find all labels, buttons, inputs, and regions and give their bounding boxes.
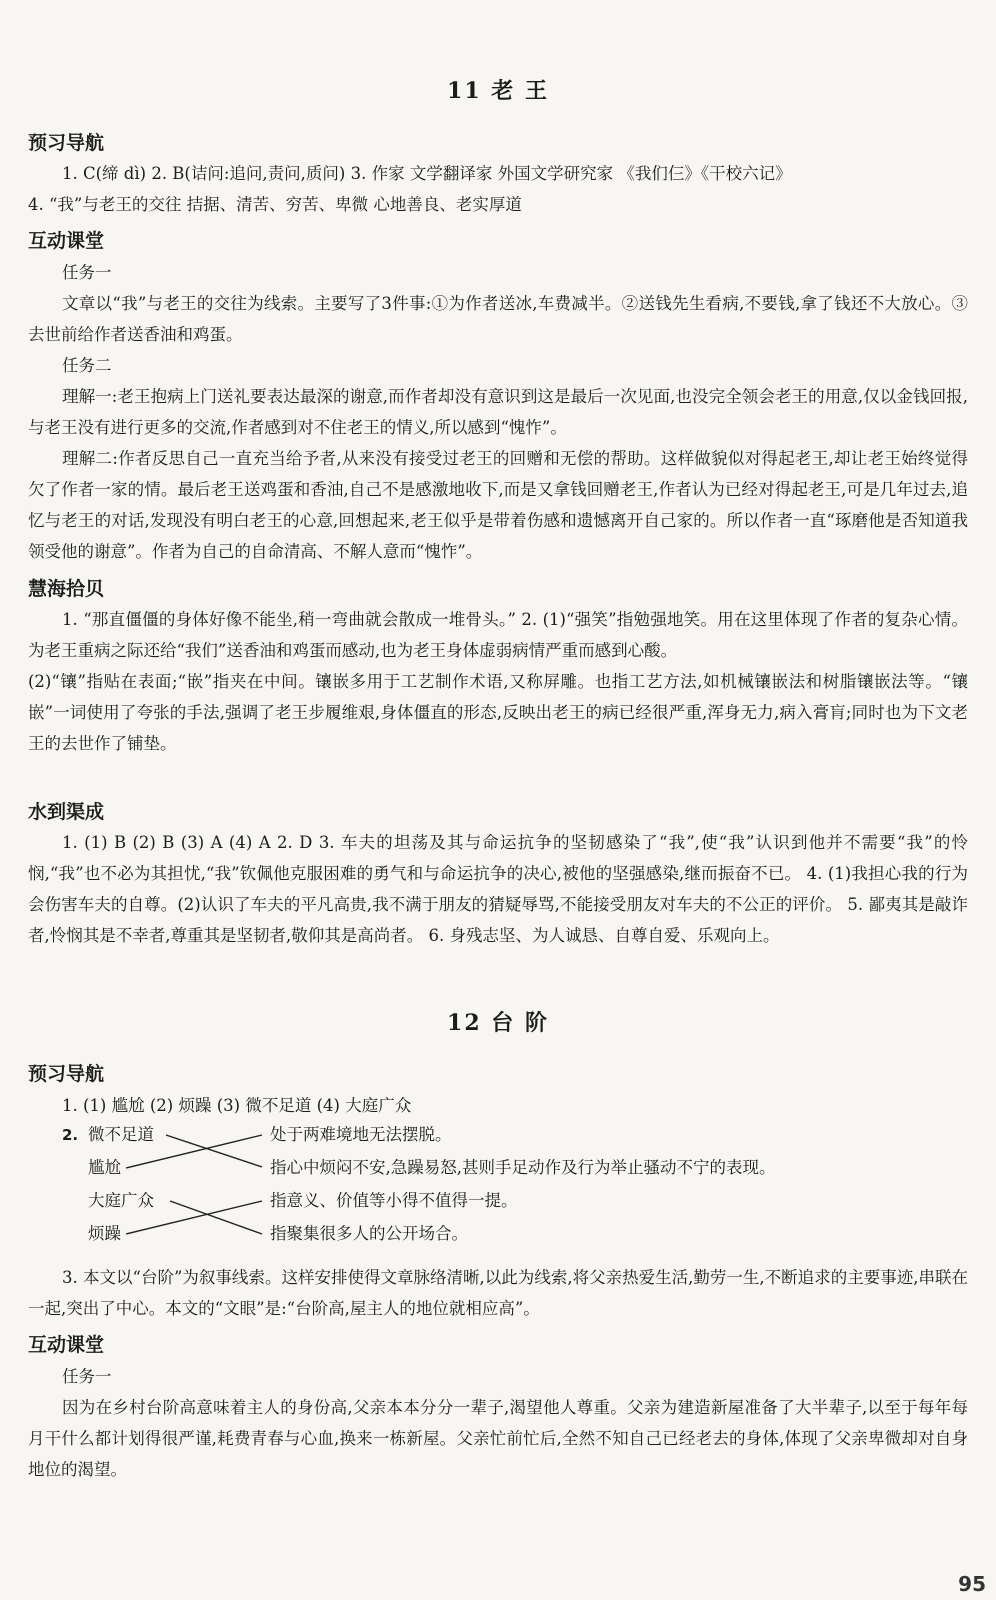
match-question-number: 2. [62, 1126, 79, 1144]
lesson-11-wisdom-heading: 慧海拾贝 [28, 578, 105, 600]
match-definition-3: 指意义、价值等小得不值得一提。 [270, 1191, 518, 1210]
lesson-11-preview-line1: 1. C(缔 dì) 2. B(诘问:追问,责问,质问) 3. 作家 文学翻译家 外国文学研究家 《我们仨》《干校六记》 [62, 164, 792, 183]
lesson-12-preview-line1: 1. (1) 尴尬 (2) 烦躁 (3) 微不足道 (4) 大庭广众 [62, 1096, 412, 1115]
lesson-11-wisdom-text2: (2)“镶”指贴在表面;“嵌”指夹在中间。镶嵌多用于工艺制作术语,又称屏雕。也指工艺方法,如机械镶嵌法和树脂镶嵌法等。“镶嵌”一词使用了夸张的手法,强调了老王步履维艰,身体僵直的形态,反映出老王的病已经很严重,浑身无力,病入膏肓;同时也为下文老王的去世作了铺垫。 [28, 672, 968, 753]
match-term-2: 尴尬 [88, 1158, 121, 1177]
lesson-11-practice-text: 1. (1) B (2) B (3) A (4) A 2. D 3. 车夫的坦荡及其与命运抗争的坚韧感染了“我”,使“我”认识到他并不需要“我”的怜悯,“我”也不必为其担忧,“我”钦佩他克服困难的勇气和与命运抗争的决心,被他的坚强感染,继而振奋不已。 4. (1)我担心我的行为会伤害车夫的自尊。(2)认识了车夫的平凡高贵,我不满于朋友的猜疑辱骂,不能接受朋友对车夫的不公正的评价。 5. 鄙夷其是敲诈者,怜悯其是不幸者,尊重其是坚韧者,敬仰其是高尚者。 6. 身残志坚、为人诚恳、自尊自爱、乐观向上。 [28, 833, 968, 945]
lesson-12-title: 12 台 阶 [447, 1010, 549, 1036]
lesson-11-interactive-heading: 互动课堂 [28, 230, 105, 252]
lesson-11-task2-text1: 理解一:老王抱病上门送礼要表达最深的谢意,而作者却没有意识到这是最后一次见面,也没完全领会老王的用意,仅以金钱回报,与老王没有进行更多的交流,作者感到对不住老王的情义,所以感到“愧怍”。 [28, 387, 968, 437]
lesson-12-preview-line3: 3. 本文以“台阶”为叙事线索。这样安排使得文章脉络清晰,以此为线索,将父亲热爱生活,勤劳一生,不断追求的主要事迹,串联在一起,突出了中心。本文的“文眼”是:“台阶高,屋主人的地位就相应高”。 [28, 1268, 968, 1318]
lesson-11-task1-label: 任务一 [62, 263, 112, 282]
match-line-1 [166, 1135, 262, 1167]
match-definition-2: 指心中烦闷不安,急躁易怒,甚则手足动作及行为举止骚动不宁的表现。 [270, 1158, 776, 1177]
lesson-11-task1-text: 文章以“我”与老王的交往为线索。主要写了3件事:①为作者送冰,车费减半。②送钱先生看病,不要钱,拿了钱还不大放心。③去世前给作者送香油和鸡蛋。 [28, 294, 968, 344]
lesson-11-preview-line2: 4. “我”与老王的交往 拮据、清苦、穷苦、卑微 心地善良、老实厚道 [28, 195, 522, 214]
match-term-1: 微不足道 [88, 1125, 154, 1144]
lesson-12-interactive-heading: 互动课堂 [28, 1334, 105, 1356]
match-definition-1: 处于两难境地无法摆脱。 [270, 1125, 452, 1144]
match-definition-4: 指聚集很多人的公开场合。 [270, 1224, 468, 1243]
lesson-12-task1-text: 因为在乡村台阶高意味着主人的身份高,父亲本本分分一辈子,渴望他人尊重。父亲为建造新屋准备了大半辈子,以至于每年每月干什么都计划得很严谨,耗费青春与心血,换来一栋新屋。父亲忙前忙后,全然不知自己已经老去的身体,体现了父亲卑微却对自身地位的渴望。 [28, 1398, 968, 1479]
match-line-3 [170, 1201, 262, 1234]
match-line-2 [126, 1135, 262, 1168]
match-term-3: 大庭广众 [88, 1191, 154, 1210]
lesson-12-task1-label: 任务一 [62, 1367, 112, 1386]
lesson-12-preview-heading: 预习导航 [28, 1063, 105, 1085]
lesson-11-wisdom-text1: 1. “那直僵僵的身体好像不能坐,稍一弯曲就会散成一堆骨头。” 2. (1)“强笑”指勉强地笑。用在这里体现了作者的复杂心情。为老王重病之际还给“我们”送香油和鸡蛋而感动,也为老王身体虚弱病情严重而感到心酸。 [28, 610, 968, 660]
lesson-11-title: 11 老 王 [447, 78, 549, 104]
lesson-11-task2-text2: 理解二:作者反思自己一直充当给予者,从来没有接受过老王的回赠和无偿的帮助。这样做貌似对得起老王,却让老王始终觉得欠了作者一家的情。最后老王送鸡蛋和香油,自己不是感激地收下,而是又拿钱回赠老王,作者认为已经对得起老王,可是几年过去,追忆与老王的对话,发现没有明白老王的心意,回想起来,老王似乎是带着伤感和遗憾离开自己家的。所以作者一直“琢磨他是否知道我领受他的谢意”。作者为自己的自命清高、不解人意而“愧怍”。 [28, 449, 968, 561]
match-term-4: 烦躁 [88, 1224, 121, 1243]
match-line-4 [126, 1201, 262, 1234]
lesson-11-practice-heading: 水到渠成 [28, 801, 105, 823]
lesson-11-preview-heading: 预习导航 [28, 132, 105, 154]
page-number: 95 [958, 1572, 986, 1596]
lesson-11-task2-label: 任务二 [62, 356, 112, 375]
